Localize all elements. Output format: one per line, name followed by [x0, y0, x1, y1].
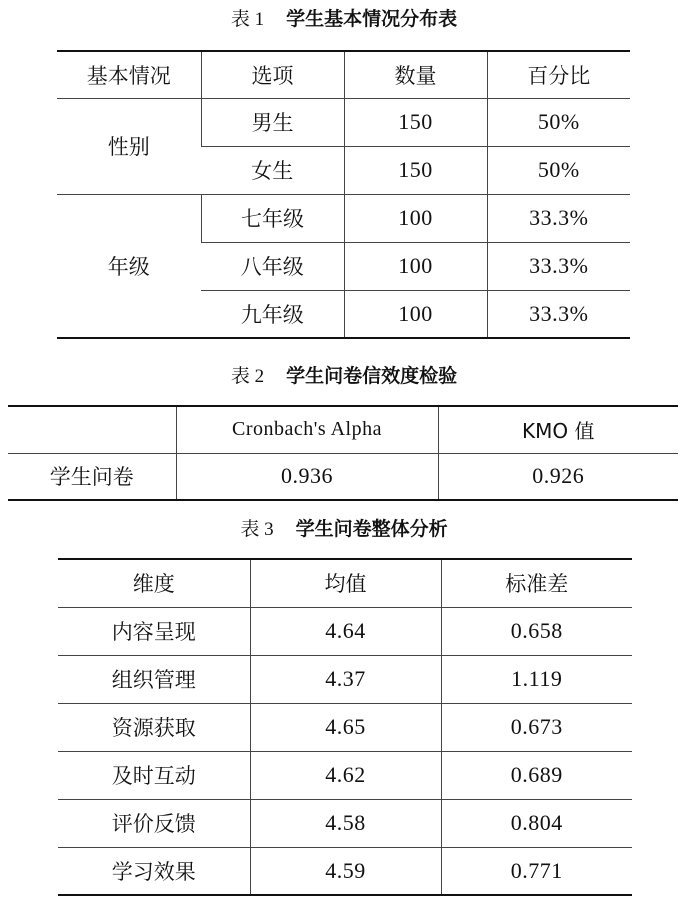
table-row — [58, 847, 632, 895]
table3-sd-cell: 0.673 — [441, 703, 632, 751]
table1-option-cell: 九年级 — [201, 290, 344, 338]
table3-dimension-cell: 组织管理 — [58, 655, 250, 703]
table1-header-cell: 基本情况 — [86, 63, 171, 88]
table1-caption-number: 表 1 — [230, 9, 265, 30]
table3-mean-cell: 4.58 — [250, 799, 441, 847]
table3-sd-cell: 0.689 — [441, 751, 632, 799]
table1-count-cell: 100 — [344, 290, 487, 338]
table1-count-cell: 150 — [344, 146, 487, 194]
table2-header-row — [8, 406, 678, 453]
table2-header-cell: Cronbach's Alpha — [176, 406, 438, 453]
table1-option-cell: 八年级 — [201, 242, 344, 290]
table1-header-cell: 百分比 — [487, 51, 630, 98]
table3-sd-cell: 0.658 — [441, 607, 632, 655]
table3-header-row — [58, 559, 632, 607]
table1-option-cell: 男生 — [201, 98, 344, 146]
table1-percent-cell: 50% — [487, 98, 630, 146]
table1-header-cell: 选项 — [201, 51, 344, 98]
table1-percent-cell: 33.3% — [487, 194, 630, 242]
table3-dimension-cell: 资源获取 — [58, 703, 250, 751]
table3-dimension-cell: 学习效果 — [58, 847, 250, 895]
table1-percent-cell: 33.3% — [487, 290, 630, 338]
table2-header-cell: KMO 值 — [438, 406, 678, 453]
table1-group-label: 性别 — [57, 98, 201, 194]
table2 — [8, 405, 678, 501]
table1-caption — [0, 6, 688, 33]
table1-percent-cell: 33.3% — [487, 242, 630, 290]
table2-row-label: 学生问卷 — [8, 453, 176, 500]
table2-alpha-cell: 0.936 — [176, 453, 438, 500]
table-row — [58, 607, 632, 655]
table2-caption — [0, 363, 688, 390]
table3-dimension-cell: 评价反馈 — [58, 799, 250, 847]
table2-header-cell — [8, 406, 176, 453]
table-row — [58, 751, 632, 799]
table1-count-cell: 150 — [344, 98, 487, 146]
table1-header-cell: 数量 — [344, 51, 487, 98]
table-row — [57, 194, 630, 242]
table1-percent-cell: 50% — [487, 146, 630, 194]
table3-sd-cell: 0.804 — [441, 799, 632, 847]
table1 — [57, 50, 630, 339]
table1-option-cell: 七年级 — [201, 194, 344, 242]
table3-caption — [0, 516, 688, 543]
table3 — [58, 558, 632, 896]
table1-option-cell: 女生 — [201, 146, 344, 194]
table-row — [58, 799, 632, 847]
table1-group-label: 年级 — [57, 194, 201, 338]
table2-kmo-cell: 0.926 — [438, 453, 678, 500]
table2-caption-title: 学生问卷信效度检验 — [286, 365, 458, 387]
table3-caption-title: 学生问卷整体分析 — [295, 518, 448, 540]
table3-mean-cell: 4.59 — [250, 847, 441, 895]
table3-mean-cell: 4.62 — [250, 751, 441, 799]
table-row — [57, 98, 630, 146]
table-row — [8, 453, 678, 500]
table3-mean-cell: 4.37 — [250, 655, 441, 703]
table3-mean-cell: 4.64 — [250, 607, 441, 655]
table1-header-row — [57, 51, 630, 98]
table3-header-cell: 维度 — [132, 572, 175, 597]
table1-count-cell: 100 — [344, 194, 487, 242]
table-row — [58, 655, 632, 703]
table3-header-cell: 标准差 — [441, 559, 632, 607]
table1-count-cell: 100 — [344, 242, 487, 290]
table2-caption-number: 表 2 — [230, 366, 265, 387]
table3-header-cell: 均值 — [250, 559, 441, 607]
table3-caption-number: 表 3 — [240, 519, 274, 540]
table3-dimension-cell: 内容呈现 — [58, 607, 250, 655]
table3-sd-cell: 1.119 — [441, 655, 632, 703]
table1-caption-title: 学生基本情况分布表 — [286, 8, 458, 30]
table-row — [58, 703, 632, 751]
table3-sd-cell: 0.771 — [441, 847, 632, 895]
table3-mean-cell: 4.65 — [250, 703, 441, 751]
table3-dimension-cell: 及时互动 — [58, 751, 250, 799]
